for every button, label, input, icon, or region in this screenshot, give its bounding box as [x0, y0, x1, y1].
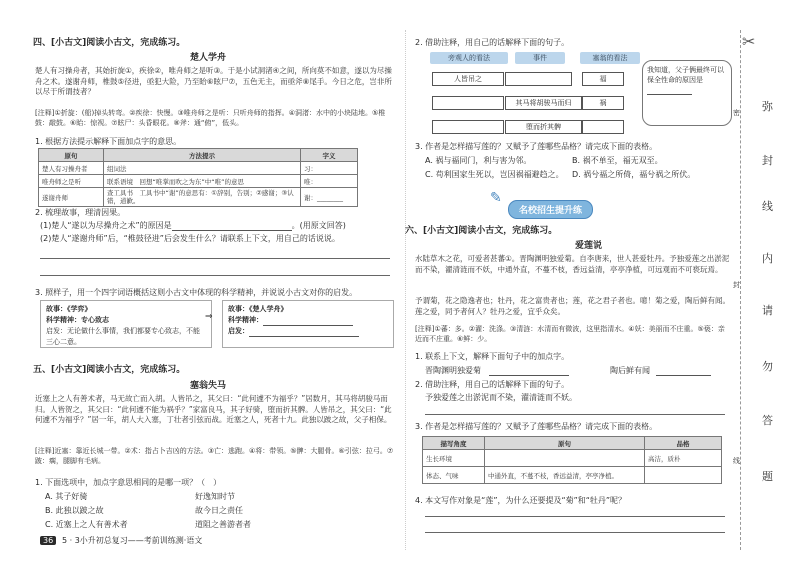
- margin-char: 内: [762, 252, 773, 265]
- answer-cell[interactable]: 谢：________: [301, 188, 358, 207]
- pencil-icon: ✎: [490, 190, 502, 206]
- example-box: 故事：《学弈》 科学精神：专心致志 启发：无论做什么事情，我们都要专心致志，不能三心二意。: [40, 300, 212, 348]
- flow-box: 其马将胡骏马而归: [505, 96, 582, 110]
- answer-blank[interactable]: [647, 85, 692, 95]
- answer-blank[interactable]: [249, 327, 359, 337]
- margin-char: 封: [762, 154, 773, 167]
- speech-bubble: 我知道，父子俩最终可以保全性命的原因是: [642, 60, 732, 126]
- answer-line[interactable]: [40, 275, 390, 276]
- flow-box: 人皆吊之: [432, 72, 504, 86]
- margin-small-char: 线: [733, 457, 740, 465]
- question-3: 3. 照样子，用一个四字词语概括这则小古文中体现的科学精神，并说说小古文对你的启发。: [35, 288, 358, 297]
- table-cell: 联系语境 回想“唯掌而吹之为东”中“唯”的意思: [104, 175, 301, 188]
- table-row: [39, 175, 358, 188]
- margin-char: 弥: [762, 100, 773, 113]
- option-b[interactable]: B. 祸不单至，福无双至。: [572, 156, 663, 165]
- passage-text: 楚人有习操舟者，其始折旋①，疾徐②，唯舟师之是听③。于是小试洞渚④之间，所向莫不如意，遂以为尽操舟之术。遂谢舟师，椎鼓⑤径进，亟犯大险，乃至眙⑥眩尸⑦，五色无主，而亟斧⑧尾手。今日之危，岂非所以尽于所谓技者？: [35, 66, 392, 96]
- question-1: 1. 根据方法提示解释下面加点字的意思。: [35, 137, 182, 146]
- question-2: 2. 借助注释，用自己的话解释下面的句子。: [415, 38, 570, 47]
- binding-line: [740, 30, 741, 550]
- question-1: 1. 联系上下文，解释下面句子中的加点字。: [415, 352, 570, 361]
- table-cell: 组词法: [104, 162, 301, 175]
- option-c-compare: 道阻之善游者者: [195, 520, 251, 529]
- table-row: [423, 450, 722, 467]
- table-cell: 查工具书 工具书中“谢”的意思有：①辞别，告别；②感谢；③认错，道歉。: [104, 188, 301, 207]
- answer-blank[interactable]: [263, 316, 353, 326]
- answer-cell[interactable]: 唯：: [301, 175, 358, 188]
- margin-char: 勿: [762, 360, 773, 373]
- answer-box: 故事：《楚人学舟》 科学精神： 启发：: [222, 300, 394, 348]
- question-1: 1. 下面选项中，加点字意思相同的是哪一项？（ ）: [35, 478, 222, 487]
- scissors-icon: ✂: [742, 32, 756, 51]
- passage-title: 塞翁失马: [190, 381, 227, 391]
- page-number: 36: [40, 536, 56, 545]
- table-header: 原句: [39, 149, 104, 162]
- table-row: [39, 188, 358, 207]
- option-a[interactable]: A. 其子好骑: [45, 492, 88, 501]
- answer-line[interactable]: [425, 414, 725, 415]
- answer-cell[interactable]: 习：: [301, 162, 358, 175]
- question-3: 3. 作者是怎样描写莲的？又赋予了莲哪些品格？请完成下面的表格。: [415, 422, 658, 431]
- answer-line[interactable]: [425, 532, 725, 533]
- answer-blank[interactable]: [172, 221, 292, 231]
- column-divider: [405, 30, 406, 550]
- answer-line[interactable]: [425, 516, 725, 517]
- answer-cell[interactable]: [645, 467, 722, 484]
- question-2: 2. 借助注释，用自己的话解释下面的句子。: [415, 380, 570, 389]
- answer-blank[interactable]: [656, 366, 711, 376]
- margin-small-char: 密: [733, 109, 740, 117]
- question-1a: 晋陶渊明独爱菊: [425, 366, 569, 376]
- passage-title: 爱莲说: [575, 241, 603, 251]
- flow-blank[interactable]: [432, 96, 504, 110]
- flow-box: 堕而折其髀: [505, 120, 582, 134]
- label-old-man: 塞翁的看法: [580, 52, 640, 64]
- option-c[interactable]: C. 近塞上之人有善术者: [45, 520, 128, 529]
- question-2-sentence: 予独爱莲之出淤泥而不染，濯清涟而不妖。: [425, 393, 577, 402]
- flow-box: 祸: [582, 96, 624, 110]
- passage-para-2: 予谓菊，花之隐逸者也；牡丹，花之富贵者也；莲，花之君子者也。噫！菊之爱，陶后鲜有闻。莲之爱，同予者何人？牡丹之爱，宜乎众矣。: [415, 296, 730, 316]
- footer-text: 5 · 3小升初总复习——考前训练测·语文: [62, 536, 203, 545]
- flow-blank[interactable]: [582, 120, 624, 134]
- passage-notes: [注释]近塞：靠近长城一带。②术：指占卜吉凶的方法。③亡：逃跑。④将：带领。⑤髀：大腿骨。⑥引弦：拉弓。⑦跛：瘸，腿脚有毛病。: [35, 447, 394, 465]
- option-a-compare: 好逸知时节: [195, 492, 235, 501]
- section-5-title: 五、[小古文]阅读小古文，完成练习。: [33, 365, 186, 375]
- margin-char: 请: [762, 304, 773, 317]
- banner: 名校招生提升练: [508, 200, 593, 219]
- margin-char: 题: [762, 470, 773, 483]
- table-cell: 生长环境: [423, 450, 485, 467]
- table-cell: 遂谢舟师: [39, 188, 104, 207]
- passage-text: 近塞上之人有善术者，马无故亡而入胡。人皆吊之，其父曰：“此何遽不为福乎？”居数月，其马将胡骏马而归。人皆贺之，其父曰：“此何遽不能为祸乎？”家富良马，其子好骑，堕而折其髀。人皆吊之，其父曰：“此何遽不为福乎？”居一年，胡人大入塞，丁壮者引弦而战。近塞之人，死者十九。此独以跛之故，父子相保。: [35, 394, 392, 424]
- table-header: 字义: [301, 149, 358, 162]
- table-row: [39, 162, 358, 175]
- table-header: 原句: [485, 437, 645, 450]
- section-4-title: 四、[小古文]阅读小古文，完成练习。: [33, 38, 186, 48]
- table-cell: 中通外直，不蔓不枝，香远益清，亭亭净植。: [485, 467, 645, 484]
- table-header: 品格: [645, 437, 722, 450]
- table-header: 方法提示: [104, 149, 301, 162]
- question-4: 4. 本文写作对象是“莲”，为什么还要提及“菊”和“牡丹”呢？: [415, 496, 627, 505]
- margin-char: 答: [762, 414, 773, 427]
- question-1b: 陶后鲜有闻: [610, 366, 711, 376]
- meaning-table: [38, 148, 358, 207]
- label-event: 事件: [515, 52, 565, 64]
- answer-blank[interactable]: [489, 366, 569, 376]
- question-3: 3. 作者是怎样描写莲的？又赋予了莲哪些品格？请完成下面的表格。: [415, 142, 658, 151]
- table-cell: 楚人有习操舟者: [39, 162, 104, 175]
- table-cell: 唯舟师之是听: [39, 175, 104, 188]
- passage-para-1: 水陆草木之花，可爱者甚蕃①。晋陶渊明独爱菊。自李唐来，世人甚爱牡丹。予独爱莲之出淤泥而不染，濯清涟而不妖，中通外直，不蔓不枝，香远益清，亭亭净植，可远观而不可亵玩焉。: [415, 254, 730, 274]
- flow-box: 福: [582, 72, 624, 86]
- table-row: [423, 467, 722, 484]
- flow-blank[interactable]: [505, 72, 572, 86]
- passage-notes: [注释]①蕃：多。②濯：洗涤。③清涟：水清而有微波，这里指清水。④妖：美丽而不庄重。⑤亵：亲近而不庄重。⑥鲜：少。: [415, 325, 725, 343]
- option-d[interactable]: D. 祸兮福之所倚，福兮祸之所伏。: [572, 170, 696, 179]
- passage-title: 楚人学舟: [190, 53, 227, 63]
- option-c[interactable]: C. 苟利国家生死以，岂因祸福避趋之。: [425, 170, 564, 179]
- arrow-icon: ⇒: [205, 312, 213, 322]
- flow-blank[interactable]: [432, 120, 504, 134]
- option-b-compare: 故今日之责任: [195, 506, 243, 515]
- table-cell: 体态、气味: [423, 467, 485, 484]
- label-onlookers: 旁观人的看法: [430, 52, 508, 64]
- option-b[interactable]: B. 此独以跛之故: [45, 506, 104, 515]
- section-6-title: 六、[小古文]阅读小古文，完成练习。: [405, 226, 558, 236]
- question-2: 2. 梳理故事，理清因果。: [35, 208, 126, 217]
- table-cell: 高洁，质朴: [645, 450, 722, 467]
- lotus-table: [422, 436, 722, 484]
- answer-line[interactable]: [40, 258, 390, 259]
- margin-char: 线: [762, 200, 773, 213]
- margin-small-char: 封: [733, 281, 740, 289]
- answer-cell[interactable]: [485, 450, 645, 467]
- passage-notes: [注释]①折旋：(船)掉头转弯。②疾徐：快慢。③唯舟师之是听：只听舟师的指挥。④洞渚：水中的小块陆地。⑤椎鼓：敲鼓。⑥眙：惊视。⑦眩尸：头昏眼花。⑧斧：通“俯”，低头。: [35, 109, 386, 127]
- question-2a: (1)楚人“遂以为尽操舟之术”的原因是 。(用原文回答): [40, 221, 346, 230]
- table-header: 描写角度: [423, 437, 485, 450]
- option-a[interactable]: A. 祸与福同门，利与害为邻。: [425, 156, 532, 165]
- question-2b: (2)楚人“遂谢舟师”后，“椎鼓径进”后会发生什么？请联系上下文，用自己的话说说。: [40, 234, 340, 243]
